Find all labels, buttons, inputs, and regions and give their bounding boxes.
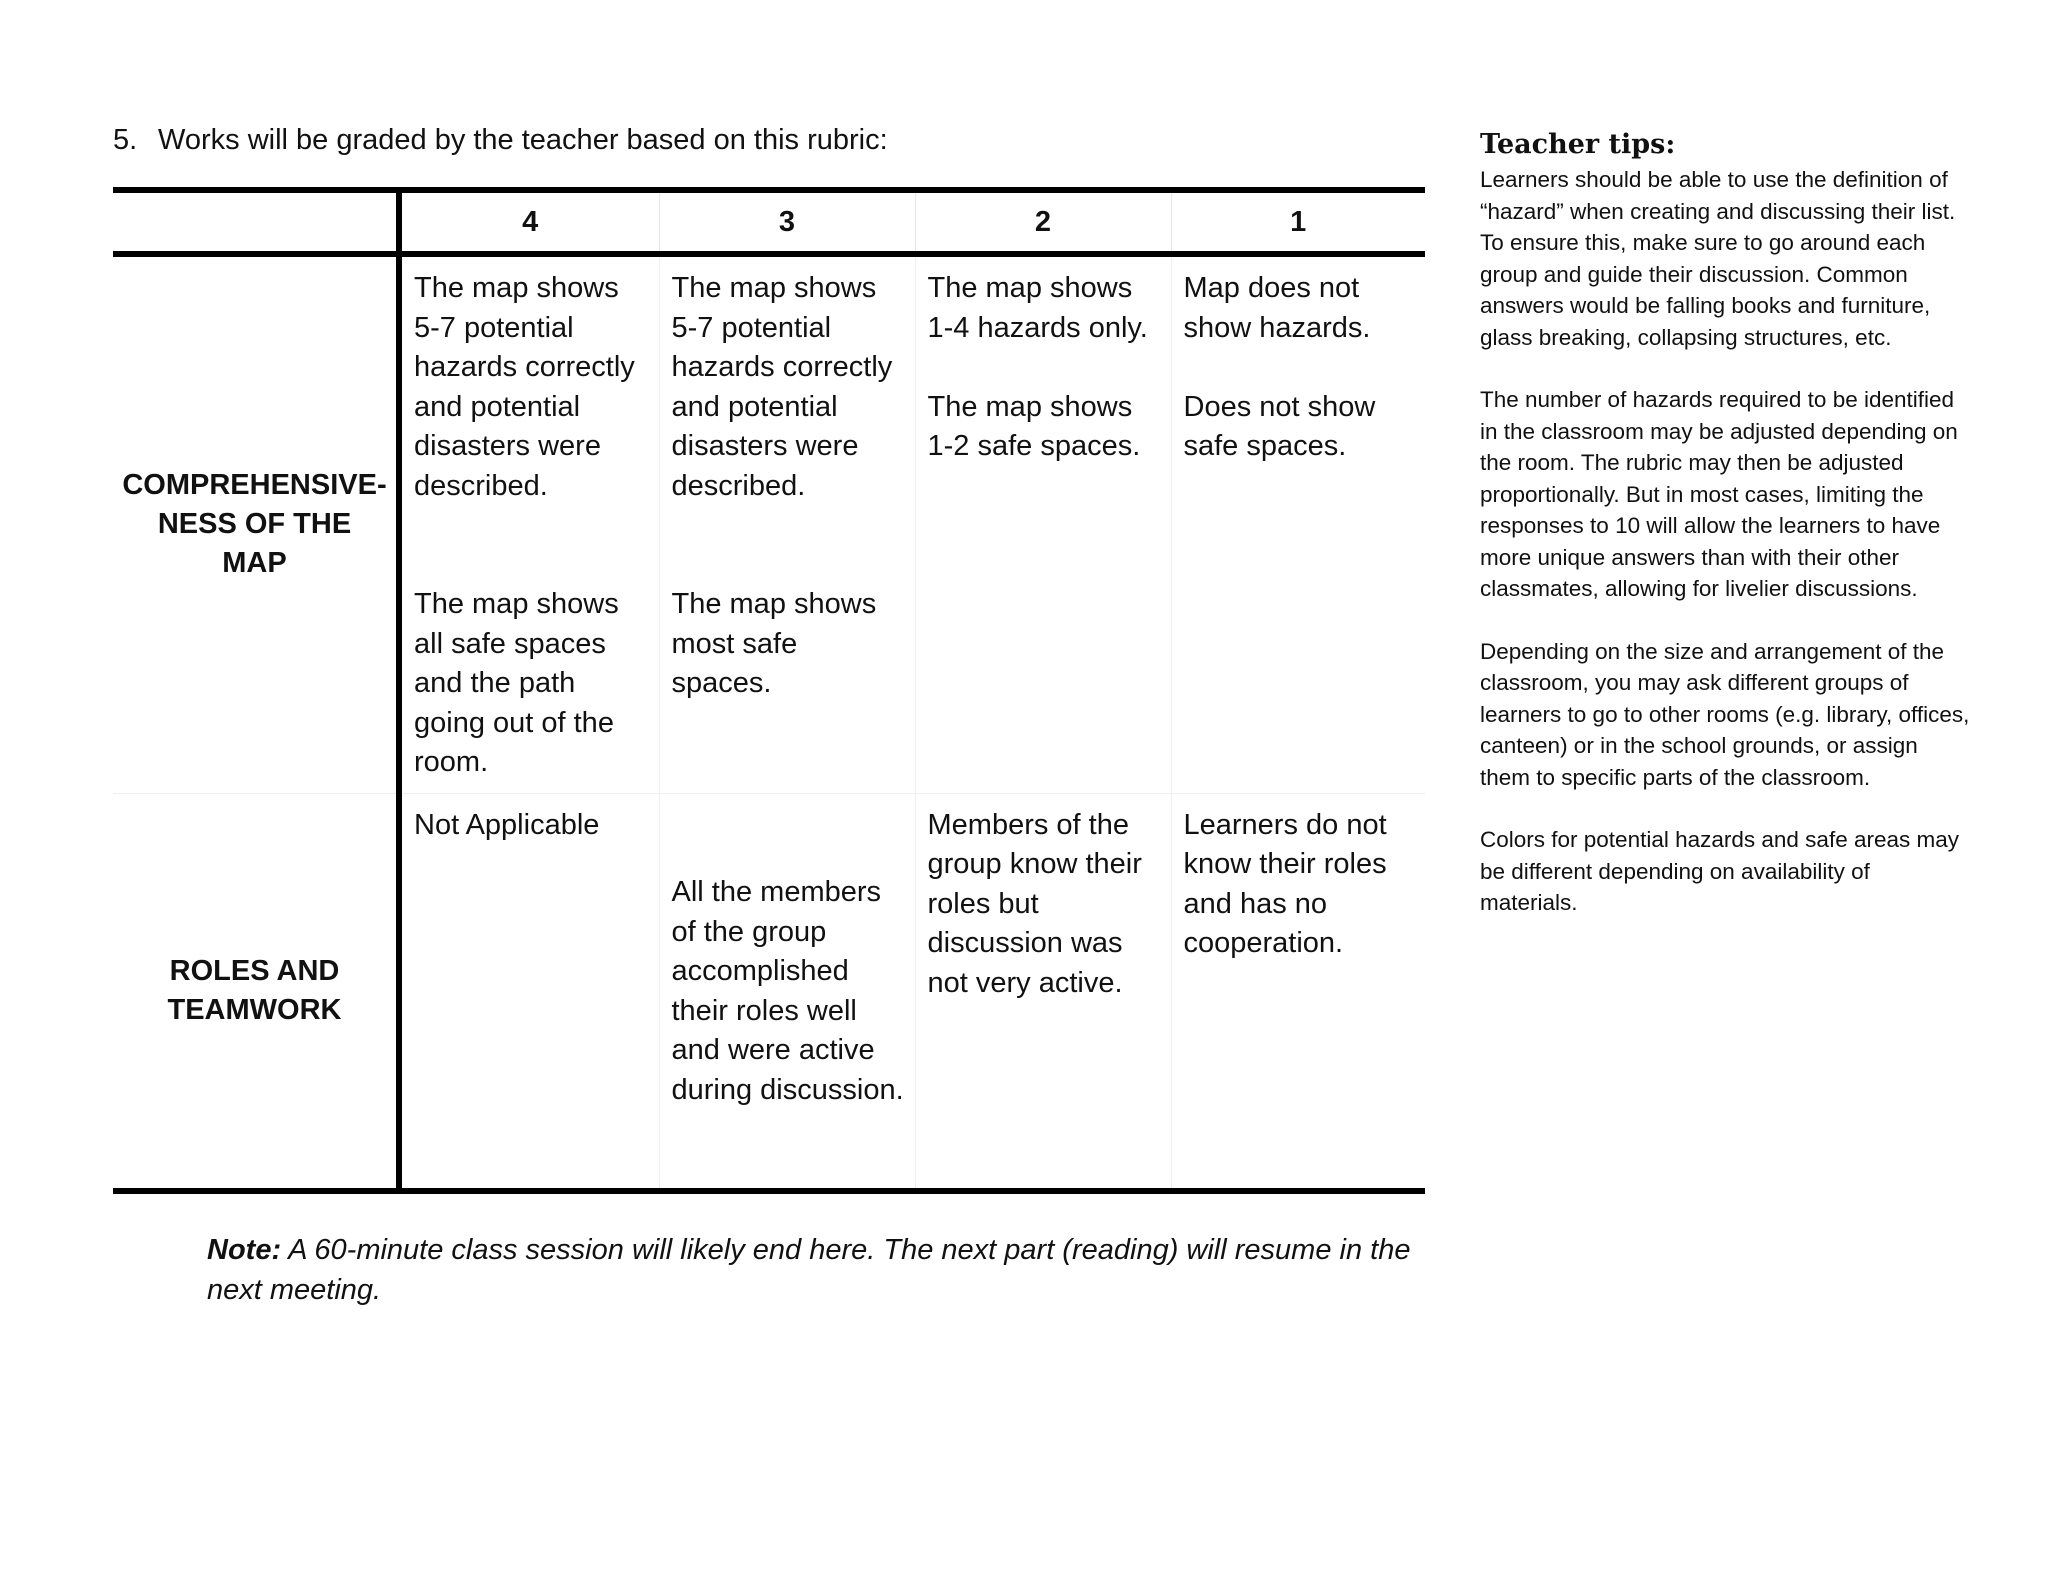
rubric-cell: Not Applicable	[399, 793, 659, 1191]
teacher-tips-paragraph: Depending on the size and arrangement of the classroom, you may ask different groups of learners to go to other rooms (e.g. library, offices, canteen) or in the school grounds, or assign them to specific parts of the classroom.	[1480, 638, 1970, 790]
rubric-cell: The map shows 5-7 potential hazards correctly and potential disasters were described. The map shows all safe spaces and the path going out of the room.	[399, 254, 659, 793]
rubric-row	[113, 254, 1425, 793]
teacher-tips-panel	[1480, 128, 1970, 950]
rubric-cell: Map does not show hazards. Does not show safe spaces.	[1171, 254, 1425, 793]
teacher-tips-heading: Teacher tips:	[1480, 129, 1676, 160]
rubric-instruction	[113, 122, 888, 158]
instruction-text: Works will be graded by the teacher based on this rubric:	[158, 124, 888, 156]
rubric-cell: The map shows 5-7 potential hazards correctly and potential disasters were described. The map shows most safe spaces.	[659, 254, 915, 793]
note-text: A 60-minute class session will likely end here. The next part (reading) will resume in the next meeting.	[207, 1234, 1411, 1306]
rubric-corner-cell	[113, 190, 399, 254]
rubric-criterion: ROLES AND TEAMWORK	[113, 793, 399, 1191]
rubric-cell: Learners do not know their roles and has no cooperation.	[1171, 793, 1425, 1191]
rubric-table	[113, 187, 1425, 1194]
teacher-tips-paragraph: Colors for potential hazards and safe areas may be different depending on availability of materials.	[1480, 827, 1960, 915]
rubric-cell: All the members of the group accomplished their roles well and were active during discussion.	[659, 793, 915, 1191]
rubric-cell: The map shows 1-4 hazards only. The map shows 1-2 safe spaces.	[915, 254, 1171, 793]
session-note	[207, 1230, 1437, 1310]
rubric-header-level: 3	[659, 190, 915, 254]
rubric-criterion: COMPREHENSIVE- NESS OF THE MAP	[113, 254, 399, 793]
teacher-tips-paragraph: The number of hazards required to be identified in the classroom may be adjusted depending on the room. The rubric may then be adjusted proportionally. But in most cases, limiting the responses to 10 will allow the learners to have more unique answers than with their other classmates, allowing for livelier discussions.	[1480, 387, 1958, 601]
teacher-tips-paragraph: Learners should be able to use the definition of “hazard” when creating and discussing their list. To ensure this, make sure to go around each group and guide their discussion. Common answers would be falling books and furniture, glass breaking, collapsing structures, etc.	[1480, 167, 1956, 350]
rubric-header-row	[113, 190, 1425, 254]
rubric-row	[113, 793, 1425, 1191]
instruction-number: 5.	[113, 124, 138, 156]
rubric-header-level: 2	[915, 190, 1171, 254]
rubric-cell: Members of the group know their roles but discussion was not very active.	[915, 793, 1171, 1191]
rubric-header-level: 4	[399, 190, 659, 254]
note-label: Note:	[207, 1234, 282, 1266]
rubric-header-level: 1	[1171, 190, 1425, 254]
